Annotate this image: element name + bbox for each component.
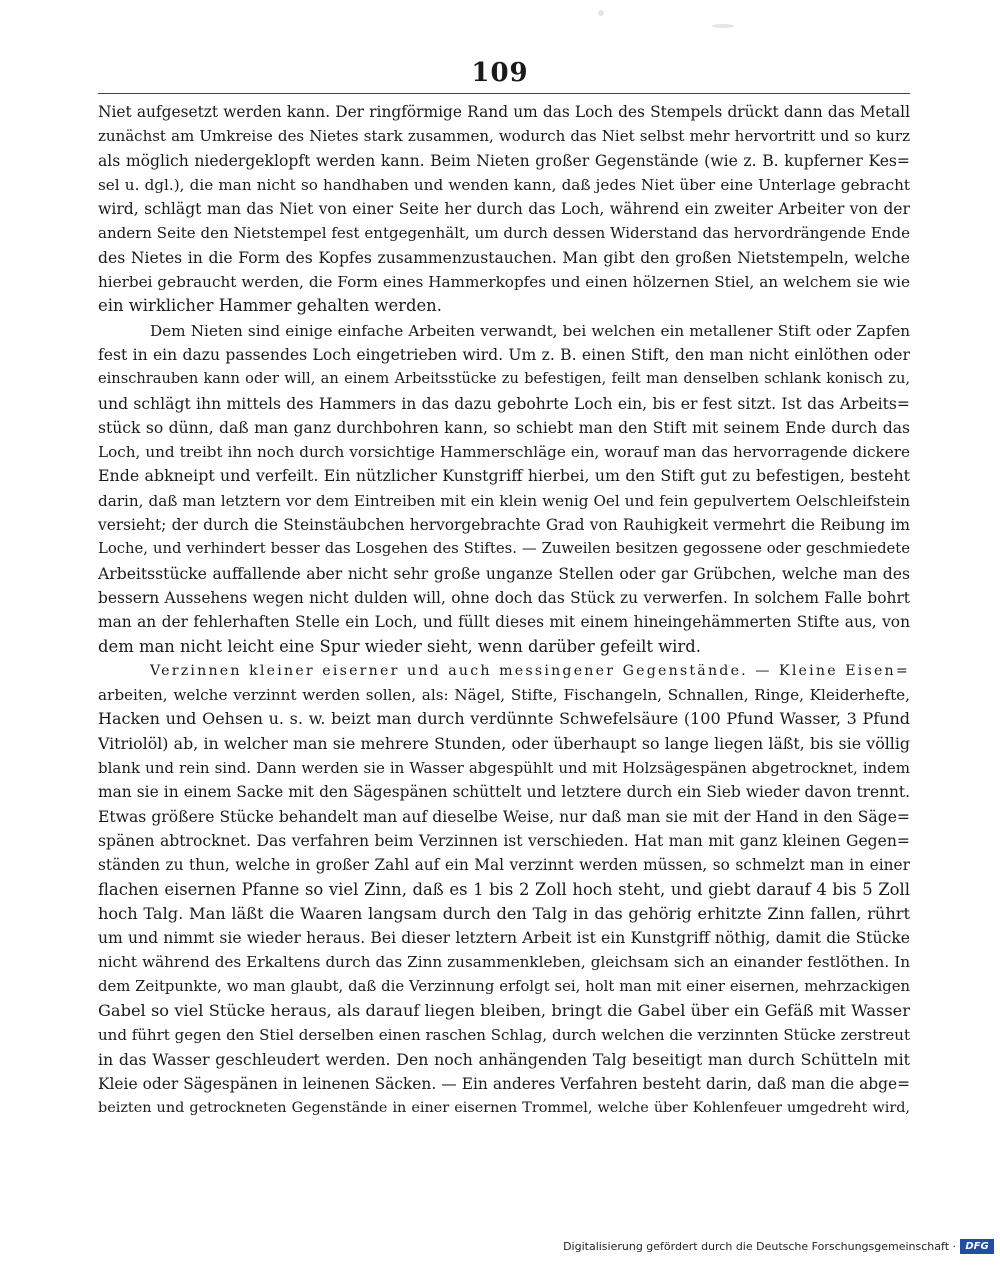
text-line: spänen abtrocknet. Das verfahren beim Verzinnen ist verschieden. Hat man mit ganz kleinen Gegen= — [98, 831, 910, 850]
text-line: ein wirklicher Hammer gehalten werden. — [98, 296, 442, 316]
paper-speck — [598, 10, 604, 16]
text-line: wird, schlägt man das Niet von einer Seite her durch das Loch, während ein zweiter Arbeiter von der — [98, 200, 910, 219]
text-line: man an der fehlerhaften Stelle ein Loch, und füllt dieses mit einem hineingehämmerten Stifte aus, von — [98, 613, 910, 632]
header-rule — [98, 93, 910, 94]
text-line: sel u. dgl.), die man nicht so handhaben und wenden kann, daß jedes Niet über eine Unterlage gebracht — [98, 175, 910, 194]
text-line: und schlägt ihn mittels des Hammers in das dazu gebohrte Loch ein, bis er fest sitzt. Ist das Arbeits= — [98, 394, 910, 413]
text-line: andern Seite den Nietstempel fest entgegenhält, um durch dessen Widerstand das hervordrängende Ende — [98, 224, 910, 243]
text-line: Ende abkneipt und verfeilt. Ein nützlicher Kunstgriff hierbei, um den Stift gut zu befestigen, besteht — [98, 466, 910, 486]
text-line: zunächst am Umkreise des Nietes stark zusammen, wodurch das Niet selbst mehr hervortritt und so kurz — [98, 127, 910, 146]
paper-speck — [712, 24, 734, 28]
text-line: um und nimmt sie wieder heraus. Bei dieser letztern Arbeit ist ein Kunstgriff nöthig, damit die Stücke — [98, 929, 910, 948]
text-line: Niet aufgesetzt werden kann. Der ringförmige Rand um das Loch des Stempels drückt dann das Metall — [98, 103, 910, 121]
text-line: fest in ein dazu passendes Loch eingetrieben wird. Um z. B. einen Stift, den man nicht einlöthen oder — [98, 345, 910, 364]
text-line: man sie in einem Sacke mit den Sägespänen schüttelt und letztere durch ein Sieb wieder davon trennt. — [98, 783, 910, 802]
text-line: Kleie oder Sägespänen in leinenen Säcken. — Ein anderes Verfahren besteht darin, daß man die abge= — [98, 1074, 910, 1093]
text-line: hoch Talg. Man läßt die Waaren langsam durch den Talg in das gehörig erhitzte Zinn fallen, rührt — [98, 903, 910, 923]
text-line: darin, daß man letztern vor dem Eintreiben mit ein klein wenig Oel und fein gepulvertem Oelschleifstein — [98, 491, 910, 510]
text-line: ständen zu thun, welche in großer Zahl auf ein Mal verzinnt werden müssen, so schmelzt man in einer — [98, 856, 910, 875]
text-line: nicht während des Erkaltens durch das Zinn zusammenkleben, gleichsam sich an einander festlöthen. In — [98, 953, 910, 972]
text-line: als möglich niedergeklopft werden kann. Beim Nieten großer Gegenstände (wie z. B. kupferner Kes= — [98, 151, 910, 170]
text-line: des Nietes in die Form des Kopfes zusammenzustauchen. Man gibt den großen Nietstempeln, welche — [98, 248, 910, 267]
text-line: Hacken und Oehsen u. s. w. beizt man durch verdünnte Schwefelsäure (100 Pfund Wasser, 3 Pfund — [98, 709, 910, 729]
text-line: versieht; der durch die Steinstäubchen hervorgebrachte Grad von Rauhigkeit vermehrt die Reibung im — [98, 516, 910, 535]
text-line: beizten und getrockneten Gegenstände in einer eisernen Trommel, welche über Kohlenfeuer umgedreht wird, — [98, 1100, 910, 1117]
text-line: arbeiten, welche verzinnt werden sollen, als: Nägel, Stifte, Fischangeln, Schnallen, Ringe, Kleiderhefte, — [98, 686, 910, 705]
text-line: Etwas größere Stücke behandelt man auf dieselbe Weise, nur daß man sie mit der Hand in den Säge= — [98, 807, 910, 826]
text-line: Arbeitsstücke auffallende aber nicht sehr große unganze Stellen oder gar Grübchen, welche man des — [98, 564, 910, 583]
text-line: Loche, und verhindert besser das Losgehen des Stiftes. — Zuweilen besitzen gegossene oder geschmiedete — [98, 540, 910, 558]
text-line: flachen eisernen Pfanne so viel Zinn, daß es 1 bis 2 Zoll hoch steht, und giebt darauf 4 bis 5 Zoll — [98, 879, 910, 899]
text-line: dem man nicht leicht eine Spur wieder sieht, wenn darüber gefeilt wird. — [98, 636, 701, 656]
body-text — [98, 100, 910, 1120]
section-heading-line: Verzinnen kleiner eiserner und auch messingener Gegenstände. — Kleine Eisen= — [150, 662, 910, 679]
page-number: 109 — [471, 58, 529, 88]
text-line: bessern Aussehens wegen nicht dulden will, ohne doch das Stück zu verwerfen. In solchem Falle bohrt — [98, 588, 910, 607]
text-line: in das Wasser geschleudert werden. Den noch anhängenden Talg beseitigt man durch Schütteln mit — [98, 1049, 910, 1069]
text-line: hierbei gebraucht werden, die Form eines Hammerkopfes und einen hölzernen Stiel, an welchem sie wie — [98, 273, 910, 292]
text-line: und führt gegen den Stiel derselben einen raschen Schlag, durch welchen die verzinnten Stücke zerstreut — [98, 1026, 910, 1045]
text-line: stück so dünn, daß man ganz durchbohren kann, so schiebt man den Stift mit seinem Ende durch das — [98, 418, 910, 437]
text-line: blank und rein sind. Dann werden sie in Wasser abgespühlt und mit Holzsägespänen abgetrocknet, indem — [98, 759, 910, 778]
text-line: Loch, und treibt ihn noch durch vorsichtige Hammerschläge ein, worauf man das hervorragende dickere — [98, 443, 910, 462]
text-line: dem Zeitpunkte, wo man glaubt, daß die Verzinnung erfolgt sei, holt man mit einer eisernen, mehrzackigen — [98, 977, 910, 995]
text-line: Vitriolöl) ab, in welcher man sie mehrere Stunden, oder überhaupt so lange liegen läßt, bis sie völlig — [98, 733, 910, 753]
text-line: einschrauben kann oder will, an einem Arbeitsstücke zu befestigen, feilt man denselben schlank konisch zu, — [98, 370, 910, 388]
footer-credit: Digitalisierung gefördert durch die Deutsche Forschungsgemeinschaft · — [563, 1240, 956, 1253]
footer — [0, 1238, 1000, 1260]
text-line: Gabel so viel Stücke heraus, als darauf liegen bleiben, bringt die Gabel über ein Gefäß mit Wasser — [98, 1000, 910, 1020]
paragraph-start-line: Dem Nieten sind einige einfache Arbeiten verwandt, bei welchen ein metallener Stift oder Zapfen — [150, 321, 910, 340]
dfg-logo[interactable]: DFG — [960, 1239, 994, 1254]
